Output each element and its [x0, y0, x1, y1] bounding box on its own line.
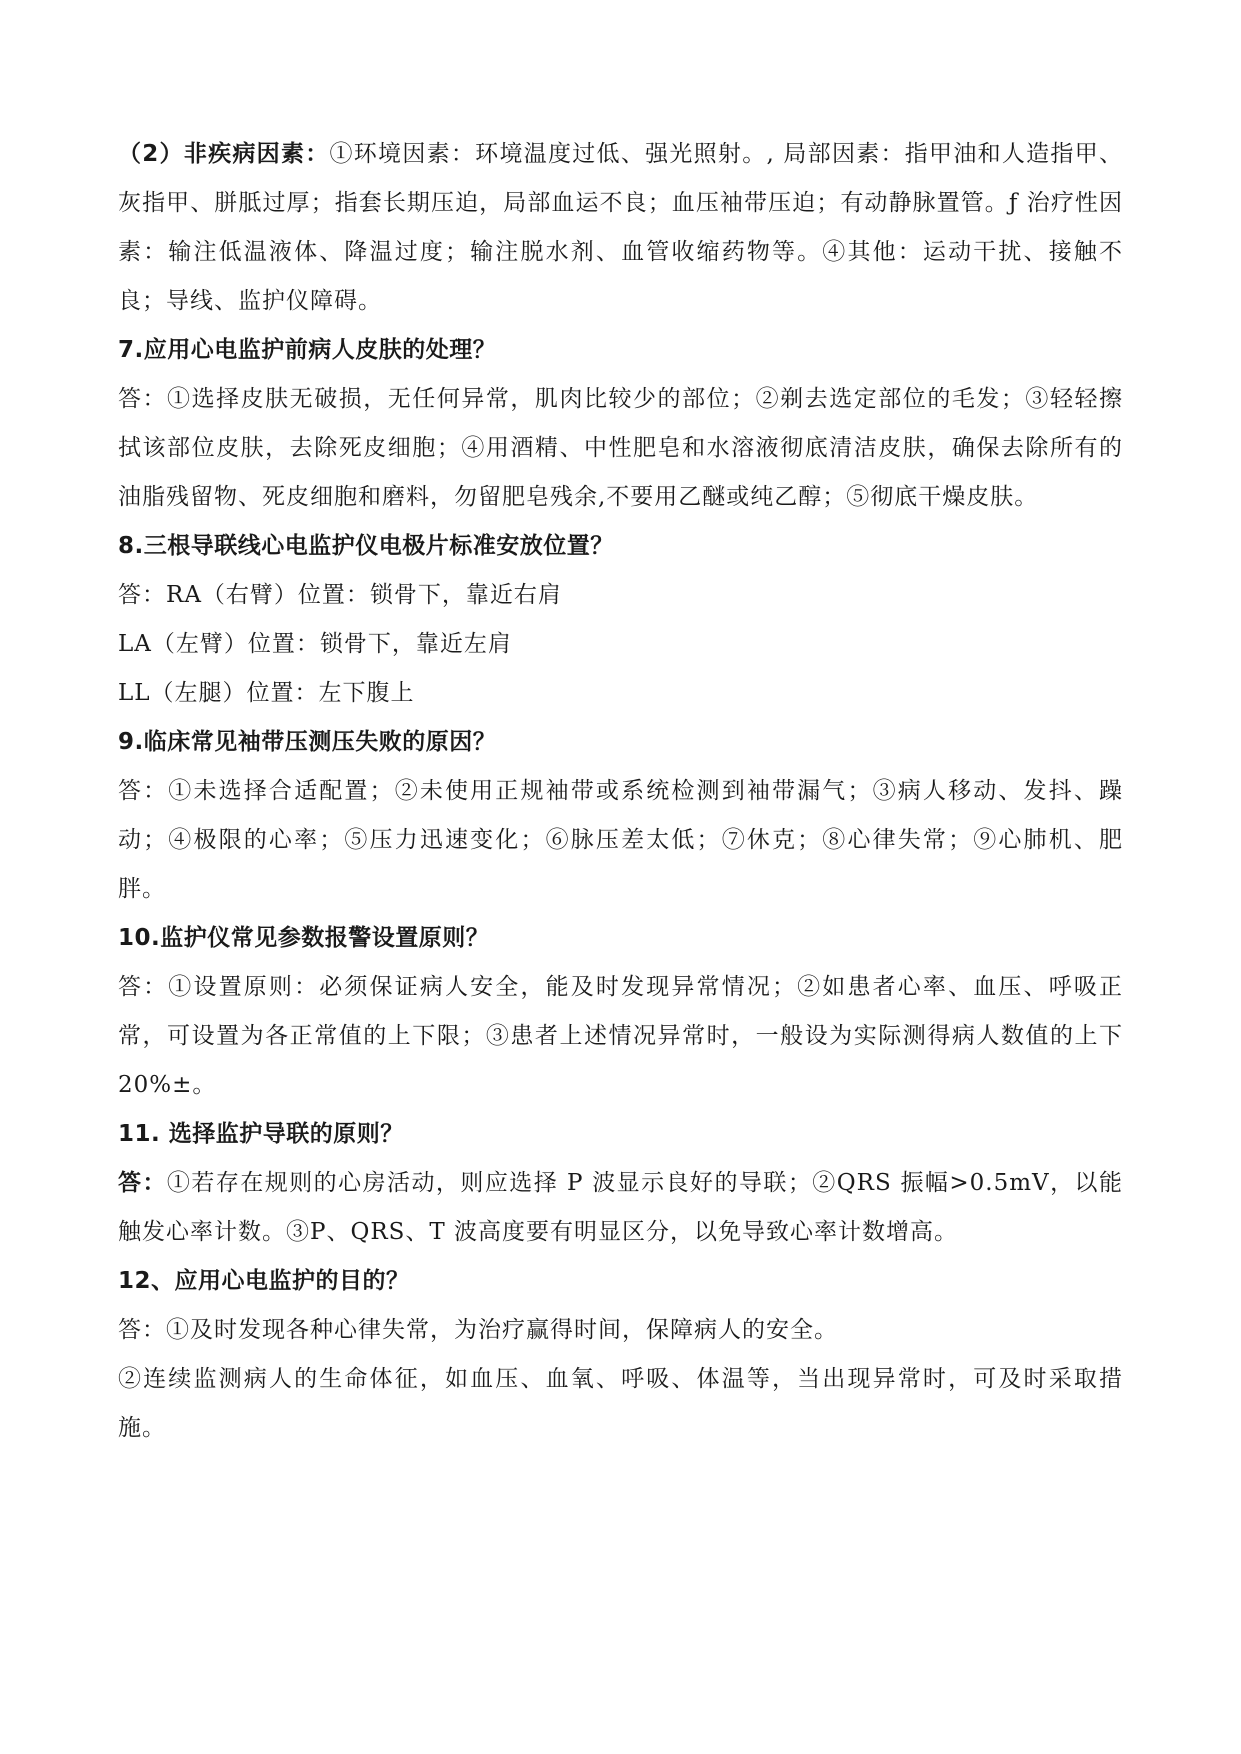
q7-answer: 答：①选择皮肤无破损，无任何异常，肌肉比较少的部位；②剃去选定部位的毛发；③轻轻擦拭该部位皮肤，去除死皮细胞；④用酒精、中性肥皂和水溶液彻底清洁皮肤，确保去除所有的油脂残留物、死皮细胞和磨料，勿留肥皂残余,不要用乙醚或纯乙醇；⑤彻底干燥皮肤。 [118, 386, 1123, 510]
q11-heading: 11. 选择监护导联的原则？ [118, 1121, 404, 1147]
q8-heading: 8.三根导联线心电监护仪电极片标准安放位置？ [118, 533, 614, 559]
intro-lead: （2）非疾病因素： [118, 141, 330, 167]
q12-answer-line-1: 答：①及时发现各种心律失常，为治疗赢得时间，保障病人的安全。 [118, 1317, 838, 1343]
q11-answer-lead: 答： [118, 1170, 167, 1196]
q8-answer-line-la: LA（左臂）位置：锁骨下，靠近左肩 [118, 631, 512, 657]
intro-text: ①环境因素：环境温度过低、强光照射。, 局部因素：指甲油和人造指甲、灰指甲、胼胝过厚；指套长期压迫，局部血运不良；血压袖带压迫；有动静脉置管。ƒ 治疗性因素：输注低温液体、降温过度；输注脱水剂、血管收缩药物等。④其他：运动干扰、接触不良；导线、监护仪障碍。 [118, 141, 1123, 314]
document-page [118, 130, 1123, 1453]
q11-answer-text: ①若存在规则的心房活动，则应选择 P 波显示良好的导联；②QRS 振幅>0.5mV，以能触发心率计数。③P、QRS、T 波高度要有明显区分，以免导致心率计数增高。 [118, 1170, 1124, 1245]
q8-answer-line-ll: LL（左腿）位置：左下腹上 [118, 680, 415, 706]
q12-heading: 12、应用心电监护的目的？ [118, 1268, 410, 1294]
q12-answer-line-2: ②连续监测病人的生命体征，如血压、血氧、呼吸、体温等，当出现异常时，可及时采取措施。 [118, 1366, 1123, 1441]
q9-answer: 答：①未选择合适配置；②未使用正规袖带或系统检测到袖带漏气；③病人移动、发抖、躁动；④极限的心率；⑤压力迅速变化；⑥脉压差太低；⑦休克；⑧心律失常；⑨心肺机、肥胖。 [118, 778, 1123, 902]
intro-paragraph [118, 130, 1123, 326]
q11-answer [118, 1159, 1123, 1257]
q10-heading: 10.监护仪常见参数报警设置原则？ [118, 925, 490, 951]
q7-heading: 7.应用心电监护前病人皮肤的处理？ [118, 337, 497, 363]
q8-answer-line-ra: 答：RA（右臂）位置：锁骨下，靠近右肩 [118, 582, 562, 608]
q9-heading: 9.临床常见袖带压测压失败的原因？ [118, 729, 497, 755]
q10-answer: 答：①设置原则：必须保证病人安全，能及时发现异常情况；②如患者心率、血压、呼吸正常，可设置为各正常值的上下限；③患者上述情况异常时，一般设为实际测得病人数值的上下 20%±。 [118, 974, 1123, 1098]
